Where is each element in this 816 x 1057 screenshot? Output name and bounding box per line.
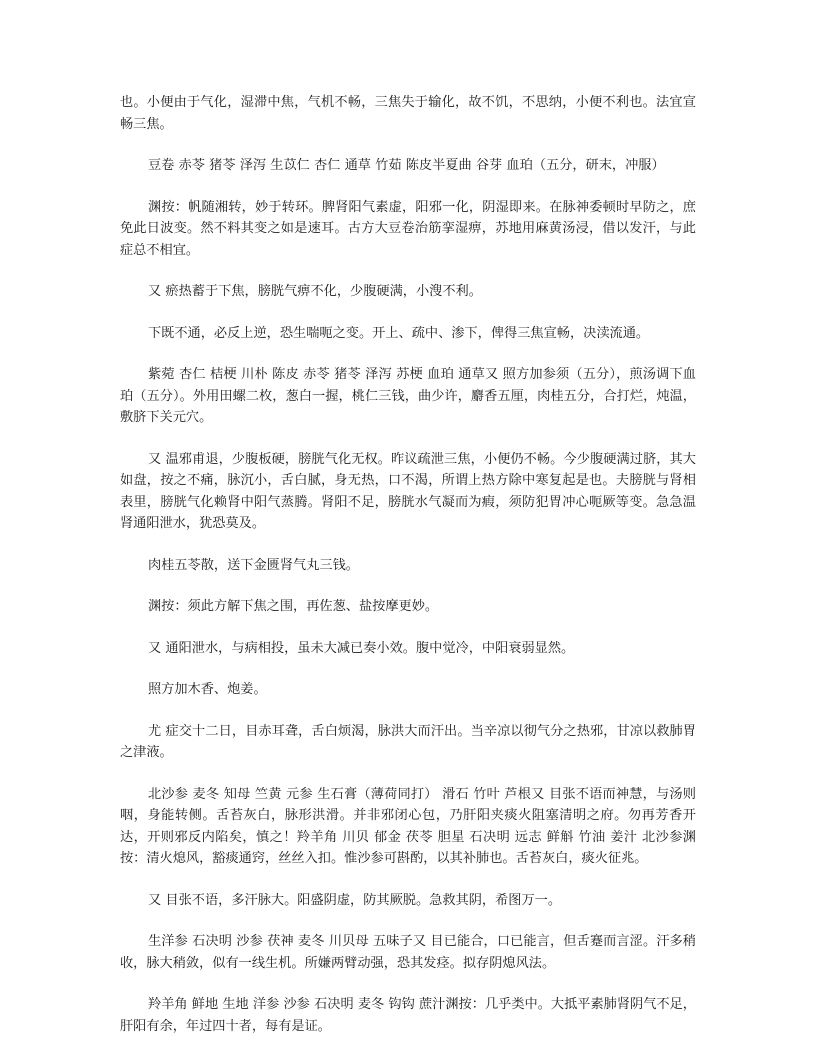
paragraph-13: 北沙参 麦冬 知母 竺黄 元参 生石膏（薄荷同打） 滑石 竹叶 芦根又 目张不语而神慧，与汤则咽，身能转侧。舌苔灰白，脉形洪滑。并非邪闭心包，乃肝阳夹痰火阻塞清明之府。勿再芳香开达，开则邪反内陷矣，慎之！羚羊角 川贝 郁金 茯苓 胆星 石决明 远志 鲜斛 竹油 姜汁 北沙参渊按：清火熄风，豁痰通窍，丝丝入扣。惟沙参可斟酌，以其补肺也。舌苔灰白，痰火征兆。 (120, 786, 696, 866)
paragraph-9: 渊按：须此方解下焦之围，再佐葱、盐按摩更妙。 (148, 599, 439, 614)
document-page (120, 92, 696, 1057)
paragraph-16: 羚羊角 鲜地 生地 洋参 沙参 石决明 麦冬 钩钩 蔗汁渊按：几乎类中。大抵平素肺肾阴气不足，肝阳有余，年过四十者，每有是证。 (120, 997, 696, 1034)
paragraph-3: 渊按：帆随湘转，妙于转环。脾肾阳气素虚，阳邪一化，阴湿即来。在脉神委顿时早防之，庶免此日波变。然不料其变之如是速耳。古方大豆卷治筋挛湿痹，苏地用麻黄汤浸，借以发汗，与此症总不相宜。 (120, 199, 696, 258)
paragraph-5: 下既不通，必反上逆，恐生喘呃之变。开上、疏中、渗下，俾得三焦宣畅，决渎流通。 (148, 325, 650, 341)
paragraph-14: 又 目张不语，多汗脉大。阳盛阴虚，防其厥脱。急救其阴，希图万一。 (148, 892, 562, 908)
paragraph-12: 尤 症交十二日，目赤耳聋，舌白烦渴，脉洪大而汗出。当辛凉以彻气分之热邪，甘凉以救肺胃之津液。 (120, 723, 696, 760)
paragraph-11: 照方加木香、炮姜。 (148, 682, 267, 697)
paragraph-8: 肉桂五苓散，送下金匮肾气丸三钱。 (148, 557, 359, 573)
paragraph-2: 豆卷 赤苓 猪苓 泽泻 生苡仁 杏仁 通草 竹茹 陈皮半夏曲 谷芽 血珀（五分，研末，冲服） (148, 158, 665, 173)
paragraph-6: 紫菀 杏仁 桔梗 川朴 陈皮 赤苓 猪苓 泽泻 苏梗 血珀 通草又 照方加参须（五分），煎汤调下血珀（五分）。外用田螺二枚，葱白一握，桃仁三钱，曲少许，麝香五厘，肉桂五分，合打烂，炖温，敷脐下关元穴。 (120, 367, 696, 425)
paragraph-7: 又 温邪甫退，少腹板硬，膀胱气化无权。昨议疏泄三焦，小便仍不畅。今少腹硬满过脐，其大如盘，按之不痛，脉沉小，舌白腻，身无热，口不渴，所谓上热方除中寒复起是也。夫膀胱与肾相表里，膀胱气化赖肾中阳气蒸腾。肾阳不足，膀胱水气凝而为瘕，须防犯胃冲心呃厥等变。急急温肾通阳泄水，犹恐莫及。 (120, 451, 696, 531)
paragraph-4: 又 瘀热蓄于下焦，膀胱气痹不化，少腹硬满，小溲不利。 (148, 284, 482, 299)
paragraph-1: 也。小便由于气化，湿滞中焦，气机不畅，三焦失于输化，故不饥，不思纳，小便不利也。法宜宣畅三焦。 (120, 95, 696, 132)
paragraph-10: 又 通阳泄水，与病相投，虽未大减已奏小效。腹中觉冷，中阳衰弱显然。 (148, 640, 575, 656)
paragraph-15: 生洋参 石决明 沙参 茯神 麦冬 川贝母 五味子又 目已能合，口已能言，但舌蹇而言涩。汗多稍收，脉大稍敛，似有一线生机。所嫌两臂动强，恐其发痉。拟存阴熄风法。 (120, 934, 696, 971)
